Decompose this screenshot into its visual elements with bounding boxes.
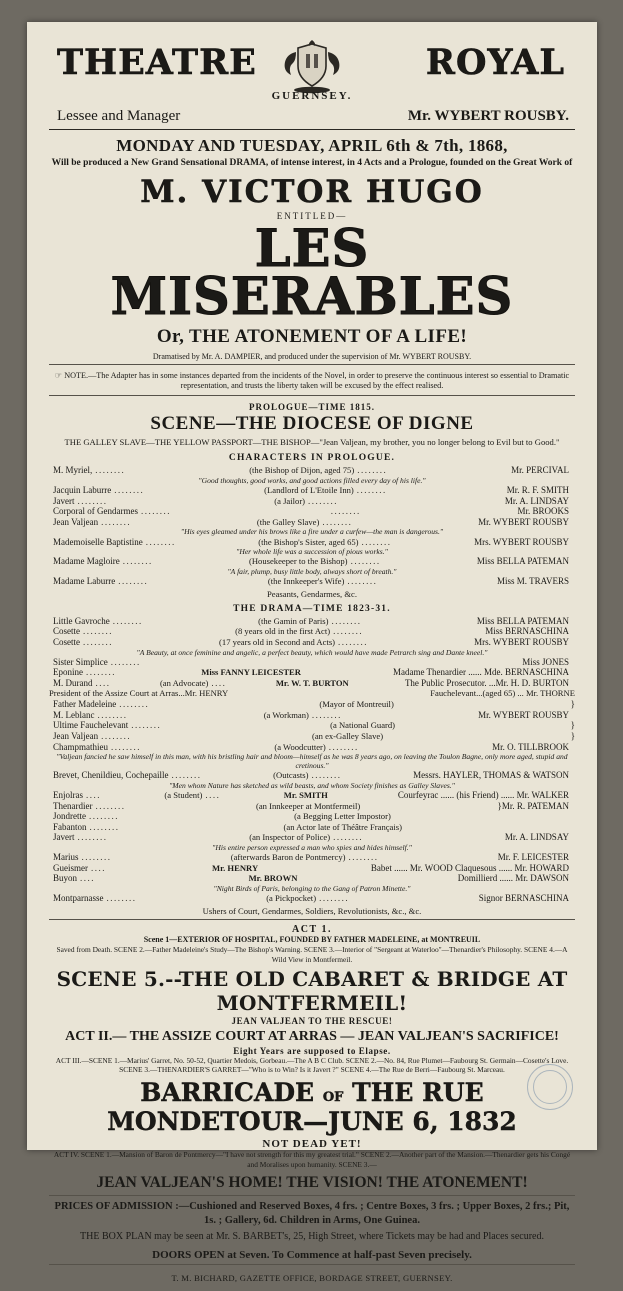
prologue-summary: THE GALLEY SLAVE—THE YELLOW PASSPORT—THE BISHOP—"Jean Valjean, my brother, you no longer belong to Evil but to Good." [64,437,560,448]
cast-row [49,742,575,753]
leader-dots [405,822,570,833]
cast-extra: Babet ...... Mr. WOOD Claquesous ...... Mr. HOWARD [370,862,569,873]
cast-role: (a Begging Letter Impostor) [294,811,391,822]
cast-actor: Mr. O. TILLBROOK [492,741,570,752]
leader-dots: ........ [347,575,378,586]
cast-character: Enjolras [53,790,83,801]
leader-dots [394,811,570,822]
cast-actor: Mr. A. LINDSAY [504,495,569,506]
place-name: GUERNSEY. [271,90,353,102]
cast-character: Javert [53,832,75,843]
cast-character: Thenardier [53,800,93,811]
leader-dots: ........ [77,495,108,506]
cast-row [49,770,575,781]
cast-actor: Mr. SMITH [283,790,328,801]
cast-role: (the Innkeeper's Wife) [267,575,345,586]
leader-dots [398,720,568,731]
leader-dots [397,699,568,710]
brace-icon: } [497,800,502,811]
prologue-cast-list [49,465,575,598]
leader-dots [363,801,494,812]
playbill-poster [27,22,597,1283]
leader-dots: ........ [111,741,141,752]
cast-row [49,537,575,548]
leader-dots: .... [91,862,106,873]
cast-character: Corporal of Gendarmes [53,506,138,517]
act-1-scene-1: Scene 1—EXTERIOR OF HOSPITAL, FOUNDED BY FATHER MADELEINE, at MONTREUIL [143,934,481,944]
cast-character: M. Leblanc [53,709,95,720]
leader-dots: ........ [333,832,364,843]
cast-character: Champmathieu [53,741,108,752]
cast-actor: Miss BELLA PATEMAN [476,556,569,567]
leader-dots: ........ [101,730,132,741]
cast-role: (an ex-Galley Slave) [311,730,384,741]
leader-dots: ........ [83,636,113,647]
cast-quote: "His eyes gleamed under his brows like a fire under a curfew—the man is dangerous." [180,527,444,537]
cast-character: Buyon [53,873,78,884]
cast-quote: "Valjean fancied he saw himself in this man, with his bristling hair and bloom—himself as he was 8 years ago, on leaving the Toulon Bagne, only more aged, stupid and cretinous." [56,752,568,771]
cast-row [49,893,575,904]
management-row [49,108,575,125]
cast-character: Marius [53,852,79,863]
cast-quote: "Good thoughts, good works, and good actions filled every day of his life." [198,475,426,485]
leader-dots: ........ [89,821,120,832]
cast-role: (the Gamin of Paris) [258,615,329,626]
cast-role: (a Pickpocket) [266,893,317,904]
cast-row [49,811,575,822]
cast-row [49,710,575,721]
divider [49,1264,575,1265]
cast-row [49,576,575,587]
leader-dots: .... [95,677,111,688]
cast-character: M. Myriel, [53,465,93,476]
time-elapse-note: Eight Years are supposed to Elapse. [233,1045,391,1056]
cast-quote: "Her whole life was a succession of pious works." [236,547,388,557]
cast-row [49,873,575,884]
leader-dots: ........ [311,709,342,720]
cast-role: (the Galley Slave) [256,516,320,527]
cast-row [49,485,575,496]
drama-heading: THE DRAMA—TIME 1823-31. [233,603,391,614]
act-2-label: ACT II.— THE ASSIZE COURT AT ARRAS — JEAN VALJEAN'S SACRIFICE! [65,1028,559,1044]
brace-icon [573,811,575,822]
cast-actor: Mr. BROWN [248,873,298,884]
cast-actor: Signor BERNASCHINA [478,893,570,904]
printer-imprint: T. M. BICHARD, GAZETTE OFFICE, BORDAGE STREET, GUERNSEY. [171,1272,453,1283]
cast-character: Father Madeleine [53,699,117,710]
production-note: Will be produced a New Grand Sensational DRAMA, of intense interest, in 4 Acts and a Prologue, founded on the Great Work of [51,158,573,168]
leader-dots: ........ [140,506,171,517]
leader-dots [304,667,390,678]
brace-icon [573,822,575,833]
entitled-label: ENTITLED— [276,210,348,221]
leader-dots: ........ [101,516,132,527]
cast-role: (17 years old in Second and Acts) [219,636,336,647]
cast-extra: Domillierd ...... Mr. DAWSON [457,873,569,884]
cast-character: Eponine [53,667,83,678]
drama-cast-list [49,616,575,916]
play-subtitle: Or, THE ATONEMENT OF A LIFE! [156,325,468,347]
prices-line: PRICES OF ADMISSION :—Cushioned and Reserved Boxes, 4 frs. ; Centre Boxes, 3 frs. ; Upper Boxes, 2 frs.; Pit, 1s. ; Gallery, 6d. Children in Arms, One Guinea. [54,1200,570,1226]
cast-row [49,657,575,668]
cast-character: M. Durand [53,677,93,688]
leader-dots: ........ [119,699,150,710]
leader-dots [352,678,402,689]
cast-role: (Landlord of L'Etoile Inn) [264,484,354,495]
prologue-characters-heading: CHARACTERS IN PROLOGUE. [228,453,396,464]
cast-row [49,626,575,637]
leader-dots [331,790,395,801]
act-1-scenes: Saved from Death. SCENE 2.—Father Madeleine's Study—The Bishop's Warning. SCENE 3.—Interior of "Sergeant at Waterloo"—Thenardier's Philosophy. SCENE 4.—A Wild View in Montfermeil. [56,945,568,964]
leader-dots [231,688,427,699]
cast-character: Montparnasse [53,893,104,904]
leader-dots: ........ [338,636,369,647]
leader-dots [300,873,454,884]
cast-character: Jondrette [53,811,86,822]
leader-dots: ........ [333,626,364,637]
cast-actor: Mr. A. LINDSAY [504,832,569,843]
cast-quote: "Men whom Nature has sketched as wild beasts, and whom Society finishes as Galley Slaves." [169,780,455,790]
lessee-label: Lessee and Manager [57,108,181,124]
cast-row [49,822,575,833]
act-3-scenes: ACT III.—SCENE 1.—Marius' Garret, No. 50-52, Quartier Medois, Gorbeau.—The A B C Club. SCENE 2.—No. 84, Rue Plumet—Faubourg St. Germain—Cosette's Love. SCENE 3.—THENARDIER'S GARRET—"Who is to Win? Is it Javert ?" SCENE 4.—The Rue de Berri—Faubourg St. Marceau. [55,1055,569,1075]
leader-dots: ........ [97,709,128,720]
leader-dots: ........ [311,770,342,781]
divider [49,1195,575,1196]
cast-actor: Miss BERNASCHINA [485,626,569,637]
cast-quote: "Night Birds of Paris, belonging to the Gang of Patron Minette." [213,884,411,894]
leader-dots: ........ [350,556,381,567]
drama-extras: Ushers of Court, Gendarmes, Soldiers, Revolutionists, &c., &c. [202,905,422,916]
cast-role: (a Woodcutter) [274,741,326,752]
cast-character: Little Gavroche [53,615,110,626]
cast-role: (an Inspector of Police) [249,832,331,843]
cast-role: (a Workman) [263,709,309,720]
cast-row [49,863,575,874]
cast-actor: Mr. R. PATEMAN [501,800,569,811]
play-title: LES MISERABLES [110,218,514,328]
cast-role: (the Bishop's Sister, aged 65) [258,536,359,547]
cast-row [49,506,575,517]
cast-row [49,667,575,678]
brace-icon: } [570,720,575,731]
cast-role: (a Jailor) [274,495,306,506]
cast-character: Ultime Fauchelevant [53,720,129,731]
cast-role: (an Innkeeper at Montfermeil) [255,800,361,811]
cast-row [49,720,575,731]
leader-dots: ........ [83,626,113,637]
cast-row [49,832,575,843]
not-dead-yet-line: NOT DEAD YET! [262,1138,362,1151]
cast-role: (a Student) [164,790,203,801]
cast-row [49,616,575,627]
prologue-extras: Peasants, Gendarmes, &c. [267,588,357,599]
leader-dots [386,731,568,742]
leader-dots: ........ [118,575,149,586]
cast-character: Jacquin Laburre [53,484,112,495]
cast-row [49,790,575,801]
cast-actor: Mr. WYBERT ROUSBY [478,516,570,527]
leader-dots: ........ [89,811,119,822]
brace-icon: } [570,699,575,710]
cast-row [49,699,575,710]
cast-character: Cosette [53,626,80,637]
leader-dots: ........ [171,770,202,781]
performance-dates: MONDAY AND TUESDAY, APRIL 6th & 7th, 1868, [116,136,508,155]
cast-character: Jean Valjean [53,516,99,527]
leader-dots: ........ [361,536,392,547]
leader-dots: .... [86,790,101,801]
cast-character: Mademoiselle Baptistine [53,536,143,547]
author-name: M. VICTOR HUGO [140,173,484,210]
cast-extra: Courfeyrac ...... (his Friend) ...... Mr. WALKER [397,790,569,801]
cast-role: (Outcasts) [273,770,309,781]
cast-row [49,678,575,689]
cast-role: (Mayor of Montreuil) [319,699,394,710]
cast-row [49,801,575,812]
leader-dots: ........ [145,536,176,547]
adapter-note: ☞ NOTE.—The Adapter has in some instances departed from the incidents of the Novel, in order to preserve the continuous interest so essential to Dramatic representation, and trusts the liberty taken will be excused by the effect realised. [54,370,570,391]
leader-dots: .... [211,677,227,688]
cast-role: (afterwards Baron de Pontmercy) [230,852,346,863]
brace-icon: } [570,730,576,741]
leader-dots: ........ [330,506,361,517]
barricade-word: BARRICADE [140,1078,315,1108]
leader-dots: ........ [95,800,126,811]
prologue-time: PROLOGUE—TIME 1815. [248,402,375,413]
cast-actor: Mr. BROOKS [517,506,569,517]
leader-dots: ........ [110,656,141,667]
cast-quote: "A fair, plump, busy little body, always short of breath." [227,566,397,576]
cast-character: Sister Simplice [53,656,108,667]
divider [49,919,575,920]
cast-row [49,465,575,476]
prologue-scene: SCENE—THE DIOCESE OF DIGNE [150,413,474,435]
leader-dots: ........ [319,893,350,904]
cast-role: (a National Guard) [330,720,396,731]
cast-role: (an Advocate) [159,677,209,688]
leader-dots: .... [205,790,221,801]
cast-actor: Mr. R. F. SMITH [506,484,570,495]
cast-actor: Mrs. WYBERT ROUSBY [474,536,569,547]
leader-dots: ........ [114,484,145,495]
coat-of-arms-icon [270,38,354,94]
doors-open-note: DOORS OPEN at Seven. To Commence at half-past Seven precisely. [152,1248,472,1261]
cast-row [49,496,575,507]
cast-quote: "A Beauty, at once feminine and angelic, a perfect beauty, which would have made Petrarch sing and Dante kneel." [136,647,488,657]
masthead [49,40,575,102]
leader-dots: ........ [122,556,153,567]
cast-row [49,517,575,528]
act-1-feature-scene: SCENE 5.--THE OLD CABARET & BRIDGE AT MONTFERMEIL! [56,966,568,1015]
cast-row [49,637,575,648]
leader-dots: ........ [112,615,143,626]
cast-actor: Mr. PERCIVAL [511,465,570,476]
cast-actor: Mr. WYBERT ROUSBY [478,709,570,720]
leader-dots: ........ [131,720,162,731]
cast-role: (an Actor late of Théâtre Français) [283,821,402,832]
cast-quote: "His entire person expressed a man who spies and hides himself." [212,843,412,853]
cast-actor: Mr. W. T. BURTON [275,677,349,688]
leader-dots: ........ [308,495,339,506]
cast-actor: Fauchelevant...(aged 65) ... Mr. THORNE [430,688,575,699]
leader-dots: ........ [322,516,353,527]
leader-dots: ........ [81,852,112,863]
royal-word: ROYAL [425,42,565,83]
cast-role: (8 years old in the first Act) [235,626,331,637]
cast-character: Gueismer [53,862,88,873]
cast-character: Brevet, Chenildieu, Cochepaille [53,770,169,781]
leader-dots: ........ [86,667,116,678]
leader-dots: ........ [331,615,362,626]
divider [49,364,575,365]
cast-row [49,688,575,699]
cast-actor: Messrs. HAYLER, THOMAS & WATSON [413,770,569,781]
leader-dots: .... [80,873,96,884]
cast-actor: Miss BELLA PATEMAN [476,615,570,626]
cast-role: (Housekeeper to the Bishop) [248,556,348,567]
barricade-rest: THE RUE MONDETOUR—JUNE 6, 1832 [107,1078,517,1137]
act-3-feature-scene [49,1078,575,1136]
cast-actor: Mr. HENRY [212,862,259,873]
leader-dots [261,863,368,874]
lessee-name: Mr. WYBERT ROUSBY. [407,108,569,124]
leader-dots: ........ [95,465,126,476]
cast-actor: Miss JONES [522,656,569,667]
theatre-word: THEATRE [57,42,257,83]
divider [49,129,575,130]
barricade-of: OF [322,1090,344,1106]
leader-dots: ........ [348,852,379,863]
cast-character: Madame Magloire [53,556,120,567]
cast-row [49,731,575,742]
cast-character: President of the Assize Court at Arras...Mr. HENRY [49,688,229,699]
leader-dots: ........ [106,893,137,904]
act-1-label: ACT 1. [292,923,332,935]
cast-actor: Mrs. WYBERT ROUSBY [474,636,569,647]
act-4-scenes: ACT IV. SCENE 1.—Mansion of Baron de Pontmercy—"I have not strength for this my greatest trial." SCENE 2.—Another part of the Mansion.—Thenardier gets his Congé and Moralises upon humanity. SCENE 3.— [53,1150,571,1169]
cast-actor: Miss FANNY LEICESTER [201,667,301,678]
divider [49,395,575,396]
cast-actor: Miss M. TRAVERS [497,575,569,586]
leader-dots: ........ [328,741,359,752]
cast-character: Madame Laburre [53,575,116,586]
act-1-tagline: JEAN VALJEAN TO THE RESCUE! [231,1015,393,1026]
cast-character: Fabanton [53,821,87,832]
cast-row [49,852,575,863]
leader-dots: ........ [77,832,108,843]
leader-dots: ........ [357,465,388,476]
cast-extra: Madame Thenardier ...... Mde. BERNASCHINA [392,667,570,678]
dramatised-credit: Dramatised by Mr. A. DAMPIER, and produced under the supervision of Mr. WYBERT ROUSBY. [152,351,472,361]
cast-extra: The Public Prosecutor. ...Mr. H. D. BURTON [404,677,569,688]
cast-row [49,556,575,567]
cast-character: Cosette [53,636,80,647]
leader-dots: ........ [356,484,387,495]
box-plan-note: THE BOX PLAN may be seen at Mr. S. BARBET's, 25, High Street, where Tickets may be had and Places secured. [80,1231,544,1243]
cast-character: Jean Valjean [53,730,99,741]
act-4-final-line: JEAN VALJEAN'S HOME! THE VISION! THE ATONEMENT! [96,1173,528,1191]
cast-character: Javert [53,495,75,506]
library-stamp-icon [527,1064,573,1110]
cast-role: (the Bishop of Dijon, aged 75) [249,465,355,476]
cast-actor: Mr. F. LEICESTER [497,852,570,863]
